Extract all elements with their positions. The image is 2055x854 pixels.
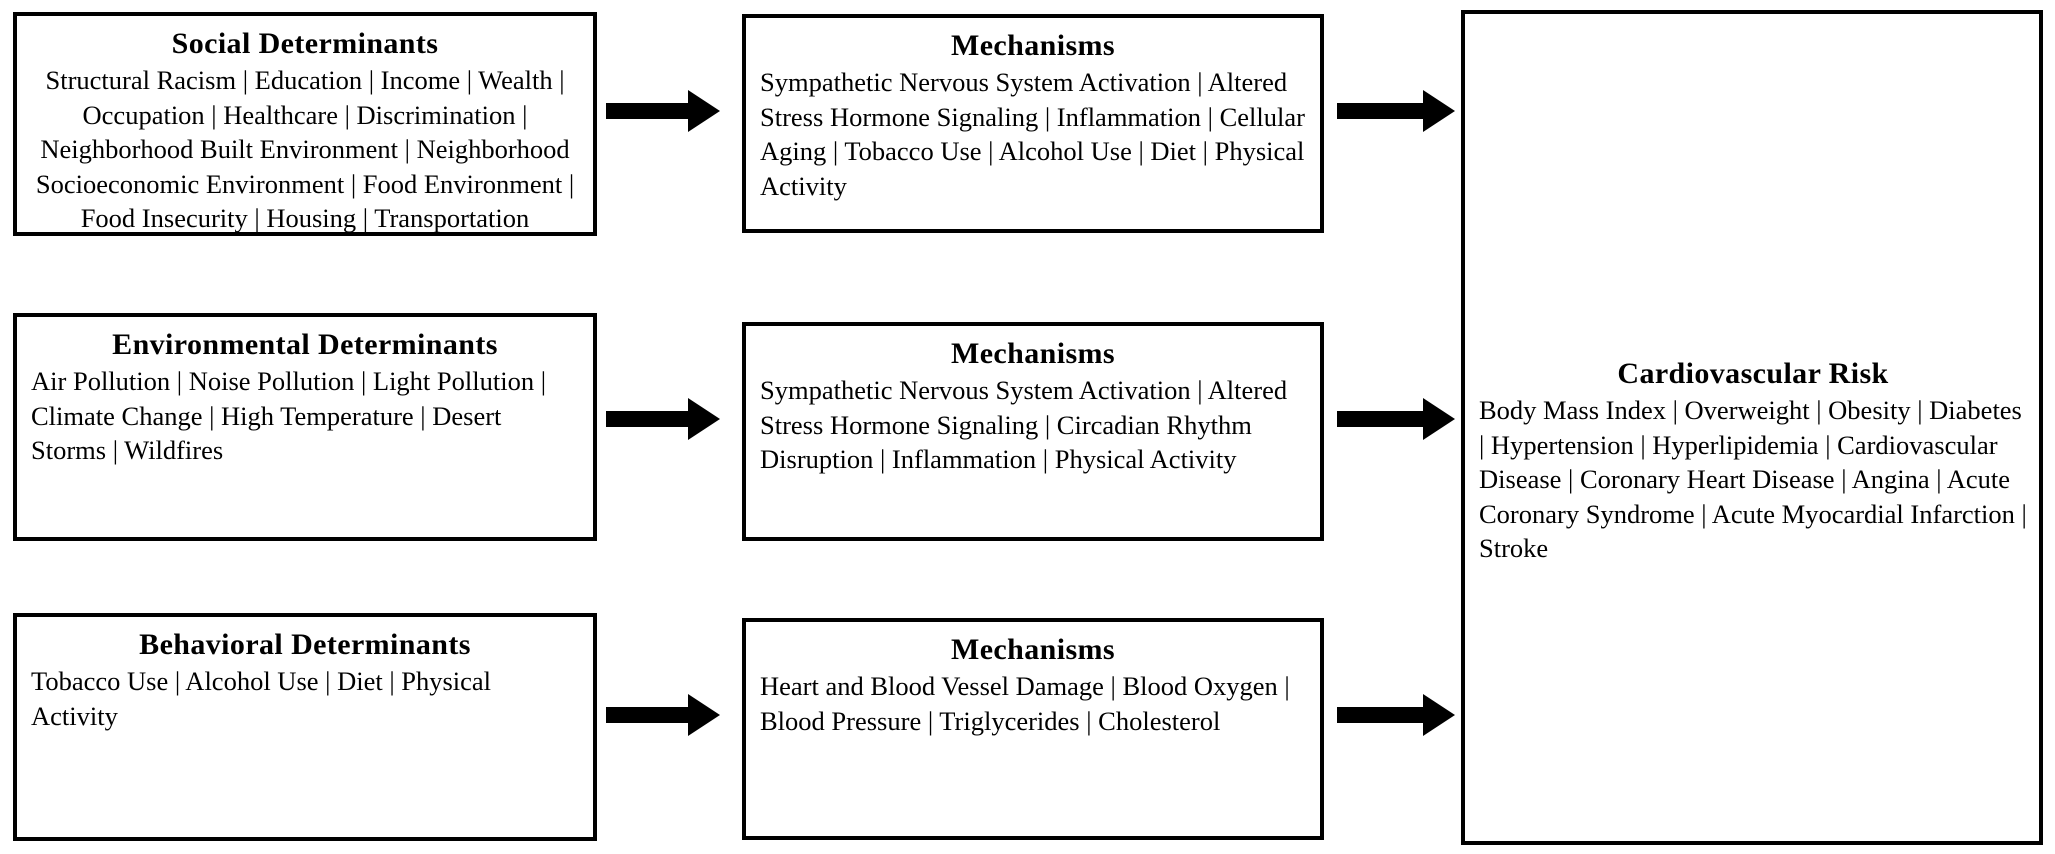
mechanisms-title-social: Mechanisms bbox=[951, 29, 1115, 62]
mechanisms-box-environmental bbox=[742, 322, 1324, 541]
social-determinants-items: Structural Racism | Education | Income | Wealth | Occupation | Healthcare | Discrimination | Neighborhood Built Environment | Neighborhood Socioeconomic Environment | Food Environment | Food Insecurity | Housing | Transportation bbox=[35, 65, 575, 234]
arrow-right-icon bbox=[606, 90, 720, 132]
arrow-right-icon bbox=[1337, 90, 1455, 132]
mechanisms-items-behavioral: Heart and Blood Vessel Damage | Blood Oxygen | Blood Pressure | Triglycerides | Cholesterol bbox=[760, 671, 1290, 736]
arrow-right-icon bbox=[1337, 398, 1455, 440]
mechanisms-box-behavioral bbox=[742, 618, 1324, 840]
behavioral-determinants-box bbox=[13, 613, 597, 841]
behavioral-determinants-items: Tobacco Use | Alcohol Use | Diet | Physical Activity bbox=[31, 666, 492, 731]
environmental-determinants-items: Air Pollution | Noise Pollution | Light Pollution | Climate Change | High Temperature | Desert Storms | Wildfires bbox=[31, 366, 547, 466]
social-determinants-box bbox=[13, 12, 597, 236]
arrow-right-icon bbox=[606, 398, 720, 440]
cardiovascular-risk-box bbox=[1461, 10, 2043, 845]
mechanisms-title-behavioral: Mechanisms bbox=[951, 633, 1115, 666]
social-determinants-title: Social Determinants bbox=[171, 27, 439, 60]
environmental-determinants-title: Environmental Determinants bbox=[112, 328, 498, 361]
mechanisms-box-social bbox=[742, 14, 1324, 233]
mechanisms-items-environmental: Sympathetic Nervous System Activation | Altered Stress Hormone Signaling | Circadian Rhythm Disruption | Inflammation | Physical Activity bbox=[760, 375, 1288, 475]
arrow-right-icon bbox=[1337, 694, 1455, 736]
behavioral-determinants-title: Behavioral Determinants bbox=[139, 628, 471, 661]
environmental-determinants-box bbox=[13, 313, 597, 541]
arrow-right-icon bbox=[606, 694, 720, 736]
cardiovascular-risk-title: Cardiovascular Risk bbox=[1617, 357, 1889, 390]
cardiovascular-risk-items: Body Mass Index | Overweight | Obesity | Diabetes | Hypertension | Hyperlipidemia | Cardiovascular Disease | Coronary Heart Disease | Angina | Acute Coronary Syndrome | Acute Myocardial Infarction | Stroke bbox=[1479, 395, 2027, 564]
cardiovascular-risk-content bbox=[1479, 356, 2027, 566]
mechanisms-title-environmental: Mechanisms bbox=[951, 337, 1115, 370]
mechanisms-items-social: Sympathetic Nervous System Activation | Altered Stress Hormone Signaling | Inflammation | Cellular Aging | Tobacco Use | Alcohol Use | Diet | Physical Activity bbox=[760, 67, 1305, 201]
